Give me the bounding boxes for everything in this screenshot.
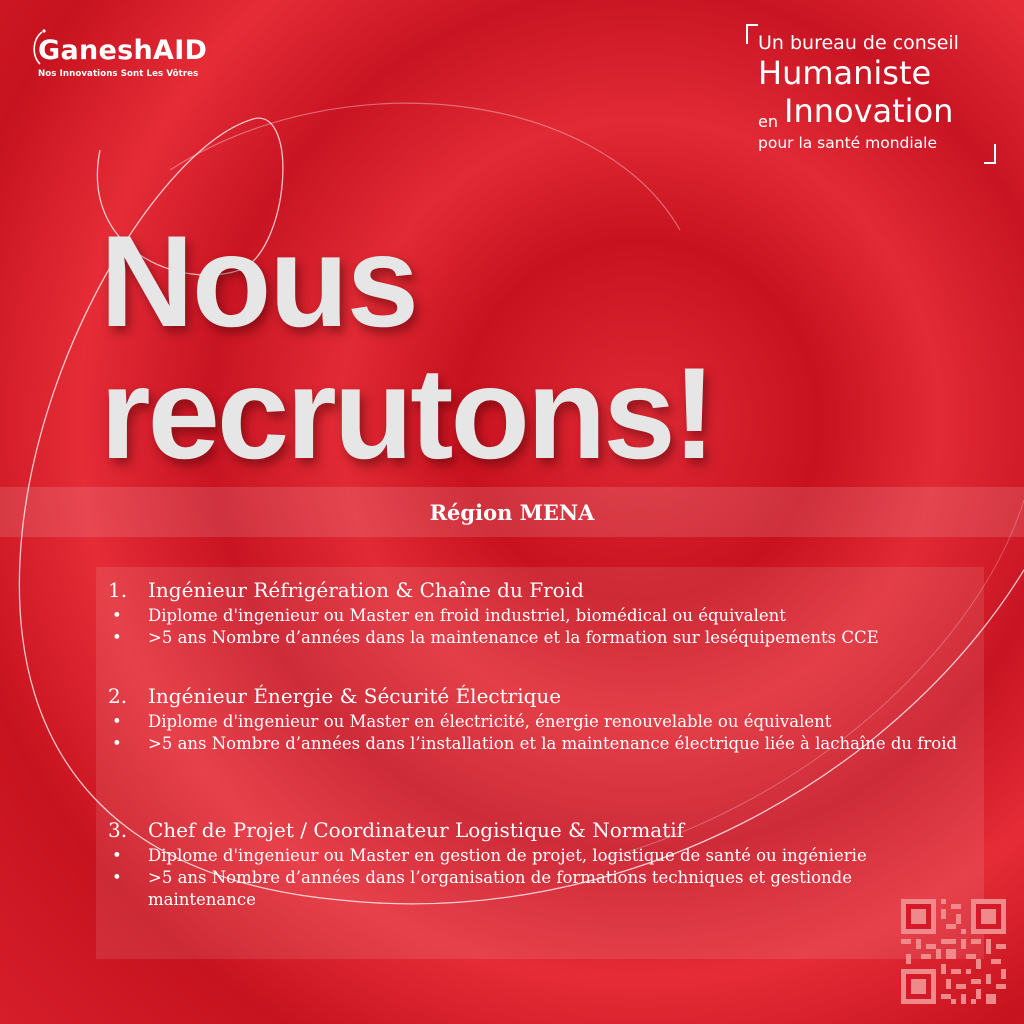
bullet-icon: •	[112, 606, 122, 625]
bullet-icon: •	[112, 868, 122, 887]
slogan-line-2: Humaniste	[758, 54, 932, 92]
job-title-text: Ingénieur Énergie & Sécurité Électrique	[148, 684, 562, 708]
slogan-en: en	[758, 112, 778, 131]
job-item-3	[96, 817, 984, 911]
bracket-top-left	[746, 24, 758, 44]
requirement-item: • Diplome d'ingenieur ou Master en électricité, énergie renouvelable ou équivalent	[112, 712, 832, 731]
bracket-bottom-right	[984, 144, 996, 164]
bullet-icon: •	[112, 628, 122, 647]
job-number: 3.	[108, 818, 128, 842]
job-title-text: Chef de Projet / Coordinateur Logistique & Normatif	[148, 818, 685, 842]
region-band	[0, 487, 1024, 537]
job-title	[108, 577, 996, 603]
job-requirements	[96, 711, 984, 755]
job-requirements	[96, 845, 984, 911]
slogan-block	[746, 24, 996, 164]
logo-swoosh-icon	[30, 28, 60, 68]
qr-code-icon[interactable]	[901, 899, 1006, 1004]
headline	[100, 208, 713, 486]
requirement-item: • Diplome d'ingenieur ou Master en gestion de projet, logistique de santé ou ingénierie	[112, 846, 867, 865]
job-item-2	[96, 683, 984, 755]
job-number: 2.	[108, 684, 128, 708]
headline-line-1: Nous	[100, 208, 417, 354]
requirement-item: • Diplome d'ingenieur ou Master en froid industriel, biomédical ou équivalent	[112, 606, 786, 625]
requirement-item: • >5 ans Nombre d’années dans l’installation et la maintenance électrique liée à lachaîne du froid	[112, 734, 958, 753]
brand-logo	[38, 36, 207, 79]
job-requirements	[96, 605, 984, 649]
region-label: Région MENA	[429, 499, 595, 525]
slogan-line-3: Innovation	[784, 92, 954, 130]
job-title	[108, 683, 996, 709]
slogan-line-1: Un bureau de conseil	[758, 32, 959, 54]
job-title-text: Ingénieur Réfrigération & Chaîne du Froid	[148, 578, 584, 602]
requirement-item: • >5 ans Nombre d’années dans la maintenance et la formation sur leséquipements CCE	[112, 628, 879, 647]
job-number: 1.	[108, 578, 128, 602]
headline-line-2: recrutons!	[100, 340, 713, 486]
bullet-icon: •	[112, 846, 122, 865]
slogan-line-4: pour la santé mondiale	[758, 134, 938, 152]
brand-tagline: Nos Innovations Sont Les Vôtres	[38, 69, 199, 79]
requirement-item: • >5 ans Nombre d’années dans l’organisation de formations techniques et gestionde maintenance	[112, 868, 852, 909]
job-title	[108, 817, 996, 843]
job-list-panel	[96, 567, 984, 959]
brand-name: GaneshAID	[38, 35, 208, 66]
bullet-icon: •	[112, 734, 122, 753]
job-item-1	[96, 577, 984, 649]
bullet-icon: •	[112, 712, 122, 731]
